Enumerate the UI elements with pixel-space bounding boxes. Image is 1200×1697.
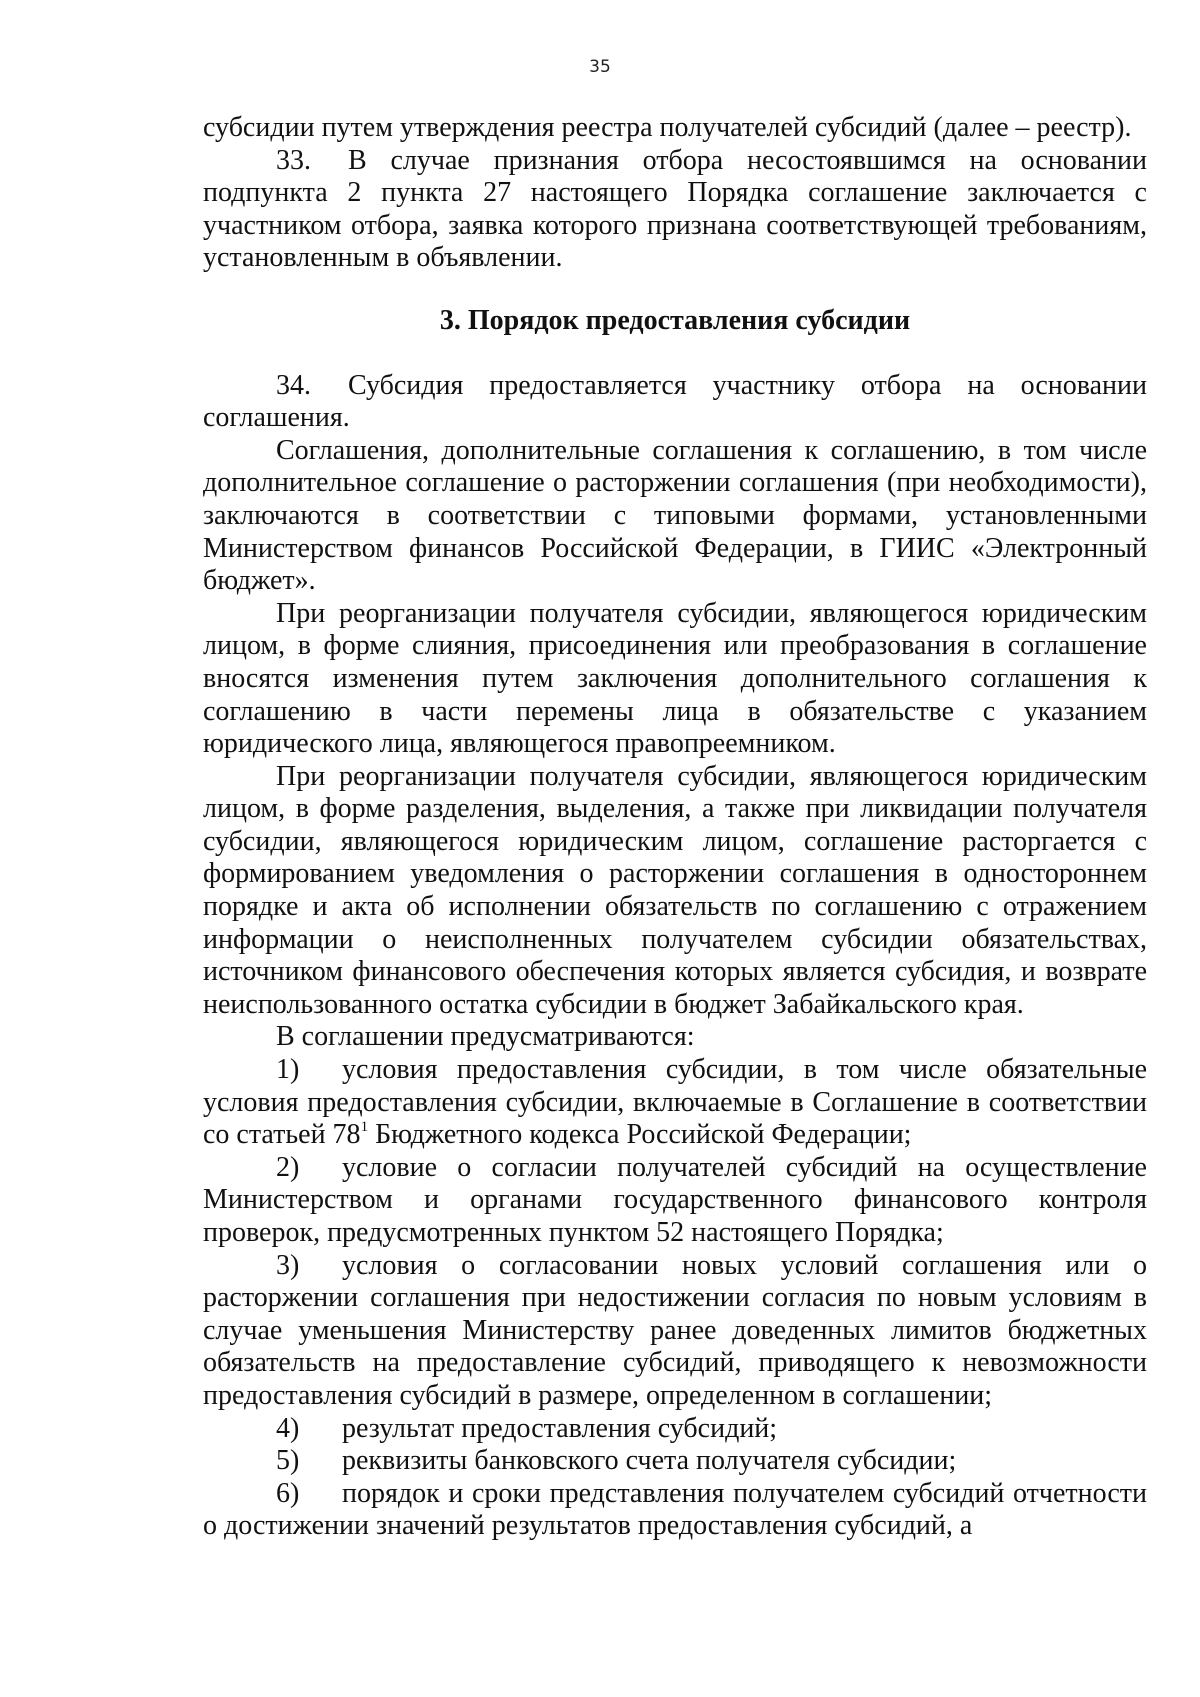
paragraph-agreement-provisions: В соглашении предусматриваются: xyxy=(276,1021,695,1053)
list-item-text: порядок и сроки представления получателем субсидий отчетности о достижении значений результатов предоставления субсидий, а xyxy=(203,1477,1147,1542)
paragraph-agreements: Соглашения, дополнительные соглашения к соглашению, в том числе дополнительное соглашение о расторжении соглашения (при необходимости), заключаются в соответствии с типовыми формами, установленными Министерством финансов Российской Федерации, в ГИИС «Электронный бюджет». xyxy=(203,434,1147,597)
paragraph-reorganization-split: При реорганизации получателя субсидии, являющегося юридическим лицом, в форме разделения, выделения, а также при ликвидации получателя субсидии, являющегося юридическим лицом, соглашение расторгается с формированием уведомления о расторжении соглашения в одностороннем порядке и акта об исполнении обязательств по соглашению с отражением информации о неисполненных получателем субсидии обязательствах, источником финансового обеспечения которых является субсидия, и возврате неиспользованного остатка субсидии в бюджет Забайкальского края. xyxy=(203,760,1147,1020)
paragraph-continuation: субсидии путем утверждения реестра получателей субсидий (далее – реестр). xyxy=(203,112,1132,143)
list-item-text: результат предоставления субсидий; xyxy=(342,1412,778,1444)
list-item-text: условия предоставления субсидии, в том числе обязательные условия предоставления субсидии, включаемые в Соглашение в соответствии со статьей 78 xyxy=(203,1054,1147,1151)
list-item-6 xyxy=(203,1478,1147,1543)
list-item-2 xyxy=(203,1152,1147,1250)
list-item-number: 6) xyxy=(276,1477,300,1509)
superscript: 1 xyxy=(360,1119,369,1136)
paragraph-33 xyxy=(203,145,1147,275)
list-item-text: условие о согласии получателей субсидий на осуществление Министерством и органами государственного финансового контроля проверок, предусмотренных пунктом 52 настоящего Порядка; xyxy=(203,1151,1147,1248)
list-item-number: 4) xyxy=(276,1412,300,1444)
paragraph-34 xyxy=(203,370,1147,435)
list-item-3 xyxy=(203,1250,1147,1413)
paragraph-reorganization-merge: При реорганизации получателя субсидии, являющегося юридическим лицом, в форме слияния, присоединения или преобразования в соглашение вносятся изменения путем заключения дополнительного соглашения к соглашению в части перемены лица в обязательстве с указанием юридического лица, являющегося правопреемником. xyxy=(203,597,1147,760)
paragraph-number: 34. xyxy=(276,369,311,401)
list-item-number: 1) xyxy=(276,1054,300,1086)
list-item-5 xyxy=(203,1445,1147,1478)
list-item-text: реквизиты банковского счета получателя субсидии; xyxy=(342,1445,957,1477)
paragraph-text: Субсидия предоставляется участнику отбора на основании соглашения. xyxy=(203,369,1147,434)
list-item-text-end: Бюджетного кодекса Российской Федерации; xyxy=(368,1119,912,1151)
list-item-number: 3) xyxy=(276,1249,300,1281)
list-item-number: 5) xyxy=(276,1445,300,1477)
list-item-text: условия о согласовании новых условий соглашения или о расторжении соглашения при недостижении согласия по новым условиям в случае уменьшения Министерству ранее доведенных лимитов бюджетных обязательств на предоставление субсидий, приводящего к невозможности предоставления субсидий в размере, определенном в соглашении; xyxy=(203,1249,1147,1411)
page-number: 35 xyxy=(589,57,611,77)
list-item-4 xyxy=(203,1413,1147,1446)
document-body xyxy=(203,112,1147,1543)
section-heading: 3. Порядок предоставления субсидии xyxy=(439,304,911,336)
list-item-1 xyxy=(203,1054,1147,1152)
paragraph-number: 33. xyxy=(276,144,311,176)
paragraph-text: В случае признания отбора несостоявшимся на основании подпункта 2 пункта 27 настоящего Порядка соглашение заключается с участником отбора, заявка которого признана соответствующей требованиям, установленным в объявлении. xyxy=(203,144,1147,274)
list-item-number: 2) xyxy=(276,1151,300,1183)
